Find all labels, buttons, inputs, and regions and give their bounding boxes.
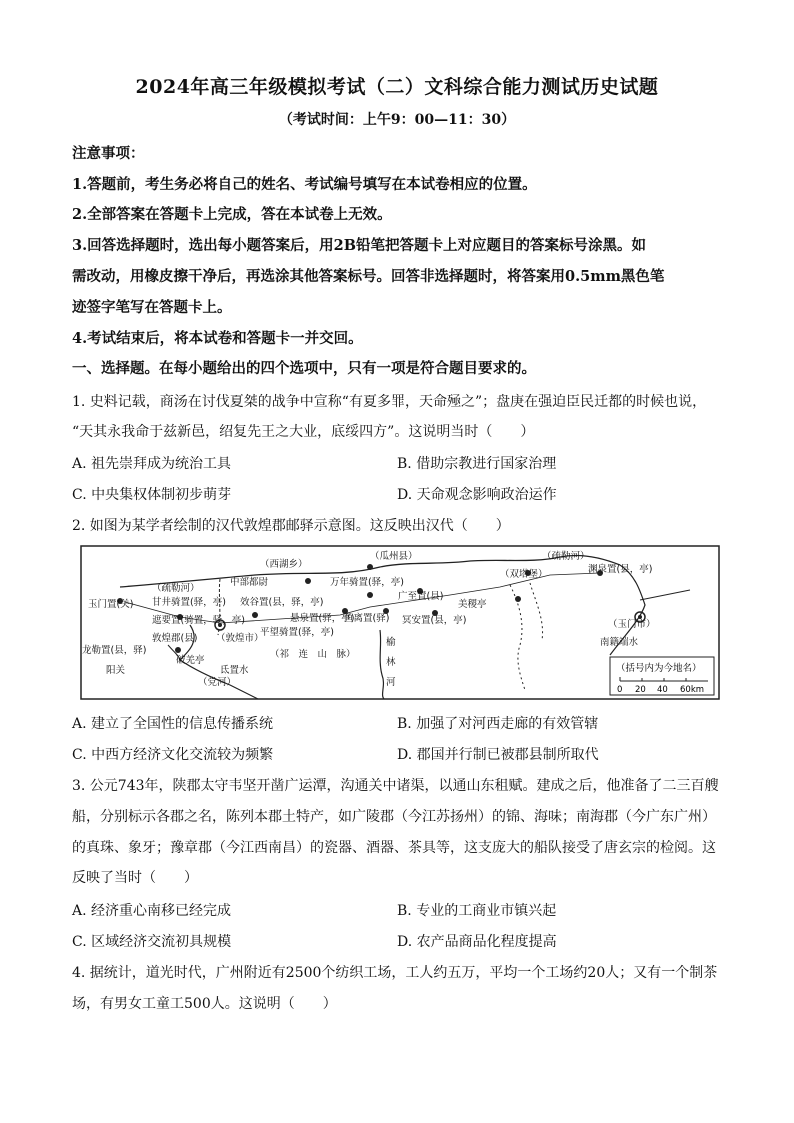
map-label: （祁 连 山 脉）: [270, 649, 356, 660]
map-label: 阳关: [106, 665, 126, 676]
scale-label: 40: [657, 685, 668, 695]
map-label: （疏勒河）: [542, 551, 590, 562]
notice-item: 1.答题前，考生务必将自己的姓名、考试编号填写在本试卷相应的位置。: [72, 176, 537, 193]
map-label: 悬泉置(驿，亭): [290, 613, 355, 624]
q2-option-a[interactable]: A. 建立了全国性的信息传播系统: [72, 716, 274, 732]
notice-heading: 注意事项：: [72, 145, 145, 162]
question-1-line: “天其永我命于兹新邑，绍复先王之大业，底绥四方”。这说明当时（ ）: [72, 424, 535, 440]
map-label: 中部都尉: [230, 577, 269, 588]
map-svg: [80, 545, 720, 700]
map-label: （敦煌市）: [216, 633, 264, 644]
question-4-line: 4. 据统计，道光时代，广州附近有2500个纺织工场，工人约五万，平均一个工场约20人；又有一个制茶: [72, 965, 718, 981]
notice-item: 3.回答选择题时，选出每小题答案后，用2B铅笔把答题卡上对应题目的答案标号涂黑。如: [72, 237, 646, 254]
q1-option-d[interactable]: D. 天命观念影响政治运作: [397, 487, 557, 503]
question-3-line: 船，分别标示各郡之名，陈列本郡土特产，如广陵郡（今江苏扬州）的锦、海味；南海郡（今广东广州）: [72, 809, 716, 825]
map-label: 破羌亭: [176, 655, 205, 666]
map-label: 效谷置(县，驿，亭): [240, 597, 324, 608]
question-4-line: 场，有男女工童工500人。这说明（ ）: [72, 996, 337, 1012]
map-label: 平望骑置(驿，亭): [260, 627, 334, 638]
q2-option-c[interactable]: C. 中西方经济文化交流较为频繁: [72, 747, 274, 763]
map-label: 氐置水: [220, 665, 249, 676]
notice-item: 4.考试结束后，将本试卷和答题卡一并交回。: [72, 330, 363, 347]
question-3-line: 的真珠、象牙；豫章郡（今江西南昌）的瓷器、酒器、茶具等，这支庞大的船队接受了唐玄宗的检阅。这: [72, 840, 716, 856]
section-heading: 一、选择题。在每小题给出的四个选项中，只有一项是符合题目要求的。: [72, 360, 536, 377]
exam-time: （考试时间：上午9：00—11：30）: [278, 112, 516, 128]
q3-option-b[interactable]: B. 专业的工商业市镇兴起: [397, 903, 557, 919]
map-label: （疏勒河）: [152, 583, 200, 594]
map-point: [175, 647, 181, 653]
q2-option-d[interactable]: D. 郡国并行制已被郡县制所取代: [397, 747, 599, 763]
q2-option-b[interactable]: B. 加强了对河西走廊的有效管辖: [397, 716, 599, 732]
map-point: [367, 564, 373, 570]
map-label: 鱼离置(驿): [344, 613, 390, 624]
map-label: （西湖乡）: [260, 559, 308, 570]
notice-item: 迹签字笔写在答题卡上。: [72, 299, 232, 316]
map-label: 林: [386, 657, 396, 668]
map-label: 遮要置(骑置，驿，亭): [152, 615, 245, 626]
q1-option-b[interactable]: B. 借助宗教进行国家治理: [397, 456, 557, 472]
map-label: 敦煌郡(县): [152, 633, 198, 644]
map-point: [367, 592, 373, 598]
map-label: 龙勒置(县，驿): [82, 645, 147, 656]
map-legend-text: （括号内为今地名）: [616, 663, 702, 674]
map-label: （瓜州县）: [370, 551, 418, 562]
map-label: 美稷亭: [458, 599, 487, 610]
map-label: 冥安置(县，亭): [402, 615, 467, 626]
question-1-line: 1. 史料记载，商汤在讨伐夏桀的战争中宣称“有夏多罪，天命殛之”；盘庚在强迫臣民迁都的时候也说，: [72, 394, 707, 410]
q3-option-d[interactable]: D. 农产品商品化程度提高: [397, 934, 557, 950]
scale-label: 20: [635, 685, 646, 695]
map-label: （党河）: [198, 677, 237, 688]
map-label: 榆: [386, 637, 396, 648]
question-3-line: 3. 公元743年，陕郡太守韦坚开凿广运潭，沟通关中诸渠，以通山东租赋。建成之后，他准备了二三百艘: [72, 778, 719, 794]
map-label: 万年骑置(驿，亭): [330, 577, 404, 588]
dunhuang-postal-map: [80, 545, 720, 700]
map-label: 河: [386, 677, 396, 688]
map-label: 广至置(县): [398, 591, 444, 602]
q3-option-a[interactable]: A. 经济重心南移已经完成: [72, 903, 232, 919]
notice-item: 需改动，用橡皮擦干净后，再选涂其他答案标号。回答非选择题时，将答案用0.5mm黑色笔: [72, 268, 665, 285]
map-label: 渊泉置(县，亭): [588, 564, 653, 575]
map-point: [305, 578, 311, 584]
map-label: 甘井骑置(驿，亭): [152, 597, 226, 608]
scale-label: 0: [617, 685, 623, 695]
scale-label: 60km: [680, 685, 705, 695]
exam-title: 2024年高三年级模拟考试（二）文科综合能力测试历史试题: [135, 76, 659, 98]
map-label: （玉门市）: [608, 619, 656, 630]
map-label: 玉门置(关): [88, 599, 134, 610]
map-point: [515, 596, 521, 602]
question-2-line: 2. 如图为某学者绘制的汉代敦煌郡邮驿示意图。这反映出汉代（ ）: [72, 518, 510, 534]
map-label: 南籍端水: [600, 637, 639, 648]
q1-option-a[interactable]: A. 祖先崇拜成为统治工具: [72, 456, 232, 472]
map-label: （双塔堡）: [500, 569, 548, 580]
q1-option-c[interactable]: C. 中央集权体制初步萌芽: [72, 487, 232, 503]
question-3-line: 反映了当时（ ）: [72, 870, 198, 886]
q3-option-c[interactable]: C. 区域经济交流初具规模: [72, 934, 232, 950]
notice-item: 2.全部答案在答题卡上完成，答在本试卷上无效。: [72, 206, 392, 223]
map-point: [252, 612, 258, 618]
